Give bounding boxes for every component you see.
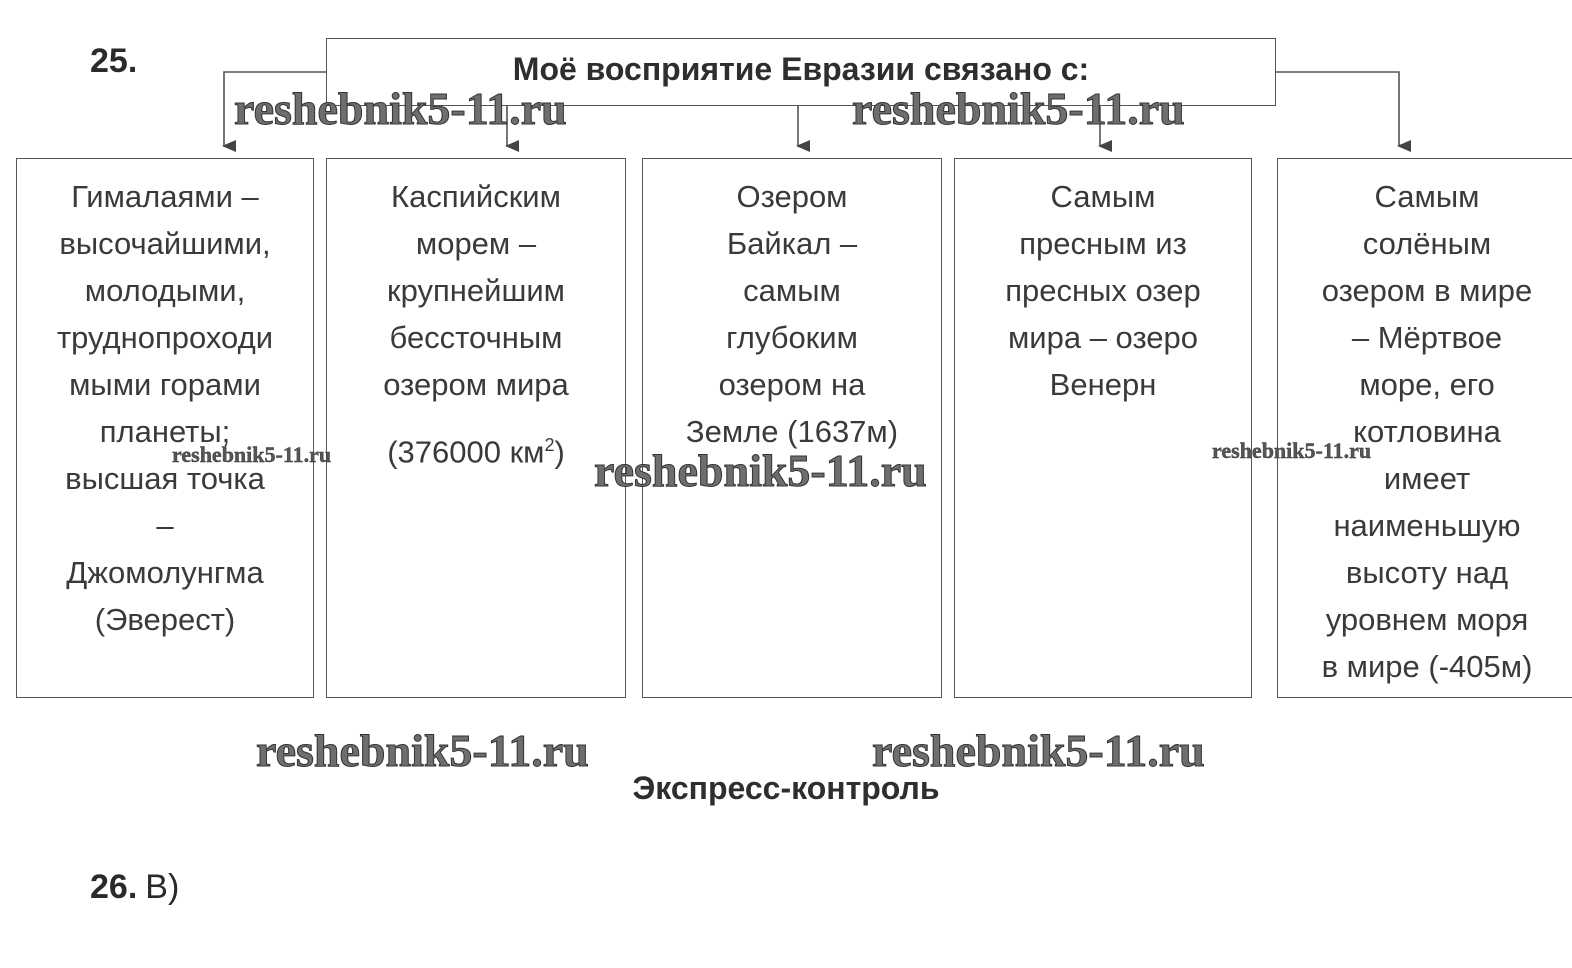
diagram-box-dead-sea: Самым солёным озером в мире – Мёртвое море, его котловина имеет наименьшую высоту над уровнем моря в мире (-405м): [1277, 158, 1572, 698]
task-number-25: 25.: [90, 42, 138, 80]
watermark: reshebnik5-11.ru: [172, 442, 332, 467]
diagram-box-baikal: Озером Байкал – самым глубоким озером на Земле (1637м): [642, 158, 942, 698]
diagram-box-caspian: [326, 158, 626, 698]
watermark: reshebnik5-11.ru: [872, 725, 1205, 776]
section-heading-express-control: Экспресс-контроль: [632, 770, 940, 806]
task-number-26: 26.: [90, 868, 138, 906]
diagram-box-himalayas: Гималаями – высочайшими, молодыми, труднопроходи мыми горами планеты; высшая точка – Джомолунгма (Эверест): [16, 158, 314, 698]
watermark: reshebnik5-11.ru: [256, 725, 589, 776]
diagram-title: Моё восприятие Евразии связано с:: [512, 51, 1090, 87]
arrow-to-box-5: [1276, 72, 1399, 146]
watermark: reshebnik5-11.ru: [852, 83, 1185, 134]
caspian-area: (376000 $км^2$): [387, 434, 565, 470]
watermark: reshebnik5-11.ru: [594, 445, 927, 496]
diagram-box-vanern: Самым пресным из пресных озер мира – озеро Венерн: [954, 158, 1252, 698]
watermark: reshebnik5-11.ru: [1212, 438, 1372, 463]
watermark: reshebnik5-11.ru: [234, 83, 567, 134]
task-26-answer: В): [145, 868, 180, 906]
task-26: [90, 868, 179, 907]
caspian-text: Каспийским морем – крупнейшим бессточным озером мира: [383, 179, 569, 402]
